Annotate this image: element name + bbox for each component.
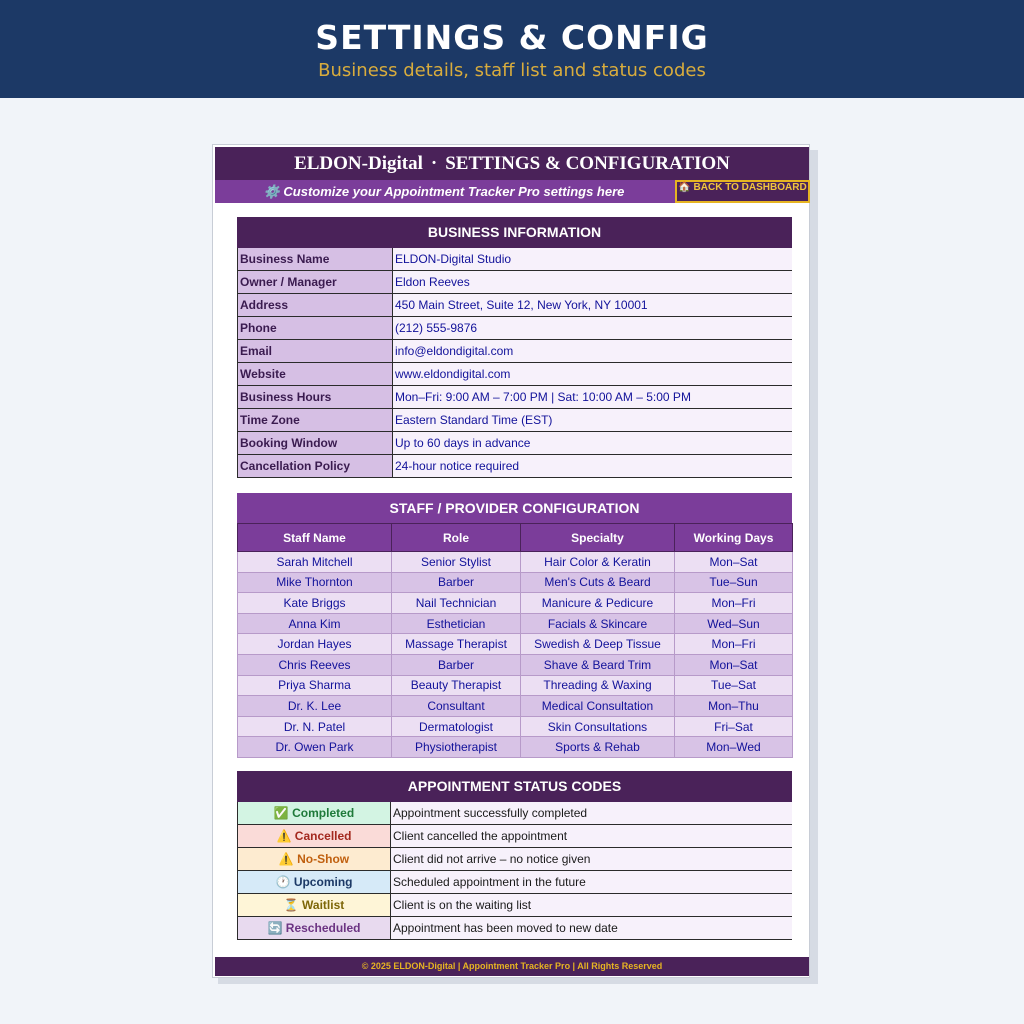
- page-title: SETTINGS & CONFIG: [315, 18, 709, 57]
- status-code-badge: [238, 848, 391, 871]
- staff-row: [238, 675, 793, 696]
- business-info-row: [238, 363, 793, 386]
- business-info-label: Website: [238, 363, 393, 386]
- status-code-description: Appointment successfully completed: [391, 802, 793, 825]
- staff-cell[interactable]: Sarah Mitchell: [238, 552, 392, 573]
- staff-row: [238, 613, 793, 634]
- status-icon: ⚠️: [278, 852, 294, 866]
- business-info-value[interactable]: www.eldondigital.com: [393, 363, 793, 386]
- staff-cell[interactable]: Mon–Sat: [675, 654, 793, 675]
- business-info-row: [238, 455, 793, 478]
- gear-icon: ⚙️: [263, 184, 280, 199]
- business-info-row: [238, 432, 793, 455]
- staff-cell[interactable]: Dr. N. Patel: [238, 716, 392, 737]
- status-code-description: Appointment has been moved to new date: [391, 917, 793, 940]
- staff-cell[interactable]: Tue–Sun: [675, 572, 793, 593]
- status-code-row: [238, 871, 793, 894]
- status-code-description: Client did not arrive – no notice given: [391, 848, 793, 871]
- staff-cell[interactable]: Mike Thornton: [238, 572, 392, 593]
- status-icon: ⏳: [283, 898, 299, 912]
- staff-cell[interactable]: Skin Consultations: [521, 716, 675, 737]
- back-to-dashboard-button[interactable]: [675, 180, 810, 203]
- business-info-label: Time Zone: [238, 409, 393, 432]
- staff-cell[interactable]: Fri–Sat: [675, 716, 793, 737]
- staff-cell[interactable]: Esthetician: [392, 613, 521, 634]
- business-info-table: [237, 248, 792, 478]
- staff-column-header: Role: [392, 524, 521, 552]
- business-info-value[interactable]: 450 Main Street, Suite 12, New York, NY 10001: [393, 294, 793, 317]
- status-icon: 🔄: [267, 921, 283, 935]
- title-separator: ·: [430, 153, 438, 174]
- status-codes-heading: APPOINTMENT STATUS CODES: [237, 771, 792, 802]
- business-info-row: [238, 386, 793, 409]
- business-info-row: [238, 340, 793, 363]
- staff-cell[interactable]: Priya Sharma: [238, 675, 392, 696]
- status-icon: 🕐: [275, 875, 291, 889]
- staff-cell[interactable]: Barber: [392, 572, 521, 593]
- staff-cell[interactable]: Wed–Sun: [675, 613, 793, 634]
- staff-cell[interactable]: Kate Briggs: [238, 593, 392, 614]
- status-code-description: Client cancelled the appointment: [391, 825, 793, 848]
- business-info-value[interactable]: Mon–Fri: 9:00 AM – 7:00 PM | Sat: 10:00 AM – 5:00 PM: [393, 386, 793, 409]
- business-info-value[interactable]: info@eldondigital.com: [393, 340, 793, 363]
- staff-cell[interactable]: Beauty Therapist: [392, 675, 521, 696]
- staff-row: [238, 716, 793, 737]
- staff-column-header: Working Days: [675, 524, 793, 552]
- staff-cell[interactable]: Shave & Beard Trim: [521, 654, 675, 675]
- status-code-label: Upcoming: [293, 875, 353, 889]
- staff-cell[interactable]: Threading & Waxing: [521, 675, 675, 696]
- footer: © 2025 ELDON-Digital | Appointment Tracker Pro | All Rights Reserved: [215, 957, 809, 976]
- staff-cell[interactable]: Barber: [392, 654, 521, 675]
- status-code-label: Completed: [292, 806, 355, 820]
- staff-cell[interactable]: Dr. Owen Park: [238, 737, 392, 758]
- status-code-description: Client is on the waiting list: [391, 894, 793, 917]
- business-info-row: [238, 271, 793, 294]
- business-info-label: Address: [238, 294, 393, 317]
- staff-cell[interactable]: Medical Consultation: [521, 696, 675, 717]
- business-info-row: [238, 317, 793, 340]
- business-info-row: [238, 294, 793, 317]
- staff-heading: STAFF / PROVIDER CONFIGURATION: [237, 493, 792, 524]
- sub-bar: [215, 180, 809, 203]
- staff-cell[interactable]: Swedish & Deep Tissue: [521, 634, 675, 655]
- status-code-description: Scheduled appointment in the future: [391, 871, 793, 894]
- staff-cell[interactable]: Mon–Fri: [675, 593, 793, 614]
- business-info-value[interactable]: ELDON-Digital Studio: [393, 248, 793, 271]
- staff-row: [238, 634, 793, 655]
- staff-row: [238, 593, 793, 614]
- business-info-value[interactable]: (212) 555-9876: [393, 317, 793, 340]
- business-info-label: Phone: [238, 317, 393, 340]
- status-code-badge: [238, 871, 391, 894]
- staff-cell[interactable]: Nail Technician: [392, 593, 521, 614]
- staff-cell[interactable]: Jordan Hayes: [238, 634, 392, 655]
- status-code-row: [238, 825, 793, 848]
- staff-cell[interactable]: Chris Reeves: [238, 654, 392, 675]
- staff-cell[interactable]: Consultant: [392, 696, 521, 717]
- status-code-label: No-Show: [297, 852, 350, 866]
- status-code-label: Rescheduled: [285, 921, 361, 935]
- status-codes-table: [237, 802, 792, 940]
- status-code-badge: [238, 802, 391, 825]
- business-info-value[interactable]: 24-hour notice required: [393, 455, 793, 478]
- business-info-value[interactable]: Eastern Standard Time (EST): [393, 409, 793, 432]
- sheet-title: [215, 147, 809, 181]
- staff-row: [238, 737, 793, 758]
- status-code-badge: [238, 894, 391, 917]
- staff-cell[interactable]: Sports & Rehab: [521, 737, 675, 758]
- staff-cell[interactable]: Mon–Fri: [675, 634, 793, 655]
- business-info-label: Booking Window: [238, 432, 393, 455]
- sub-bar-text: [215, 180, 673, 203]
- staff-row: [238, 572, 793, 593]
- staff-table: [237, 523, 793, 758]
- business-info-value[interactable]: Eldon Reeves: [393, 271, 793, 294]
- sub-bar-label: Customize your Appointment Tracker Pro settings here: [283, 184, 625, 199]
- business-info-row: [238, 248, 793, 271]
- back-to-dashboard-label: BACK TO DASHBOARD: [693, 182, 807, 193]
- home-icon: 🏠: [678, 182, 691, 193]
- staff-cell[interactable]: Facials & Skincare: [521, 613, 675, 634]
- business-info-label: Business Name: [238, 248, 393, 271]
- sheet-title-text: SETTINGS & CONFIGURATION: [445, 153, 730, 174]
- business-info-label: Email: [238, 340, 393, 363]
- staff-cell[interactable]: Mon–Wed: [675, 737, 793, 758]
- top-banner: [0, 0, 1024, 98]
- status-code-row: [238, 894, 793, 917]
- staff-cell[interactable]: Physiotherapist: [392, 737, 521, 758]
- staff-cell[interactable]: Hair Color & Keratin: [521, 552, 675, 573]
- staff-cell[interactable]: Dermatologist: [392, 716, 521, 737]
- status-code-label: Waitlist: [302, 898, 345, 912]
- staff-cell[interactable]: Dr. K. Lee: [238, 696, 392, 717]
- status-code-badge: [238, 917, 391, 940]
- business-info-value[interactable]: Up to 60 days in advance: [393, 432, 793, 455]
- staff-row: [238, 552, 793, 573]
- status-code-label: Cancelled: [294, 829, 352, 843]
- status-code-row: [238, 917, 793, 940]
- staff-row: [238, 654, 793, 675]
- staff-cell[interactable]: Manicure & Pedicure: [521, 593, 675, 614]
- staff-cell[interactable]: Anna Kim: [238, 613, 392, 634]
- staff-column-header: Specialty: [521, 524, 675, 552]
- business-info-label: Business Hours: [238, 386, 393, 409]
- staff-cell[interactable]: Massage Therapist: [392, 634, 521, 655]
- page-subtitle: Business details, staff list and status codes: [318, 60, 706, 81]
- staff-cell[interactable]: Senior Stylist: [392, 552, 521, 573]
- staff-column-header: Staff Name: [238, 524, 392, 552]
- status-code-badge: [238, 825, 391, 848]
- business-info-label: Cancellation Policy: [238, 455, 393, 478]
- staff-cell[interactable]: Men's Cuts & Beard: [521, 572, 675, 593]
- staff-cell[interactable]: Tue–Sat: [675, 675, 793, 696]
- status-icon: ✅: [273, 806, 289, 820]
- business-info-label: Owner / Manager: [238, 271, 393, 294]
- business-info-heading: BUSINESS INFORMATION: [237, 217, 792, 248]
- business-info-row: [238, 409, 793, 432]
- brand-name: ELDON-Digital: [294, 153, 423, 174]
- status-icon: ⚠️: [276, 829, 292, 843]
- status-code-row: [238, 848, 793, 871]
- staff-cell[interactable]: Mon–Thu: [675, 696, 793, 717]
- staff-row: [238, 696, 793, 717]
- staff-cell[interactable]: Mon–Sat: [675, 552, 793, 573]
- status-code-row: [238, 802, 793, 825]
